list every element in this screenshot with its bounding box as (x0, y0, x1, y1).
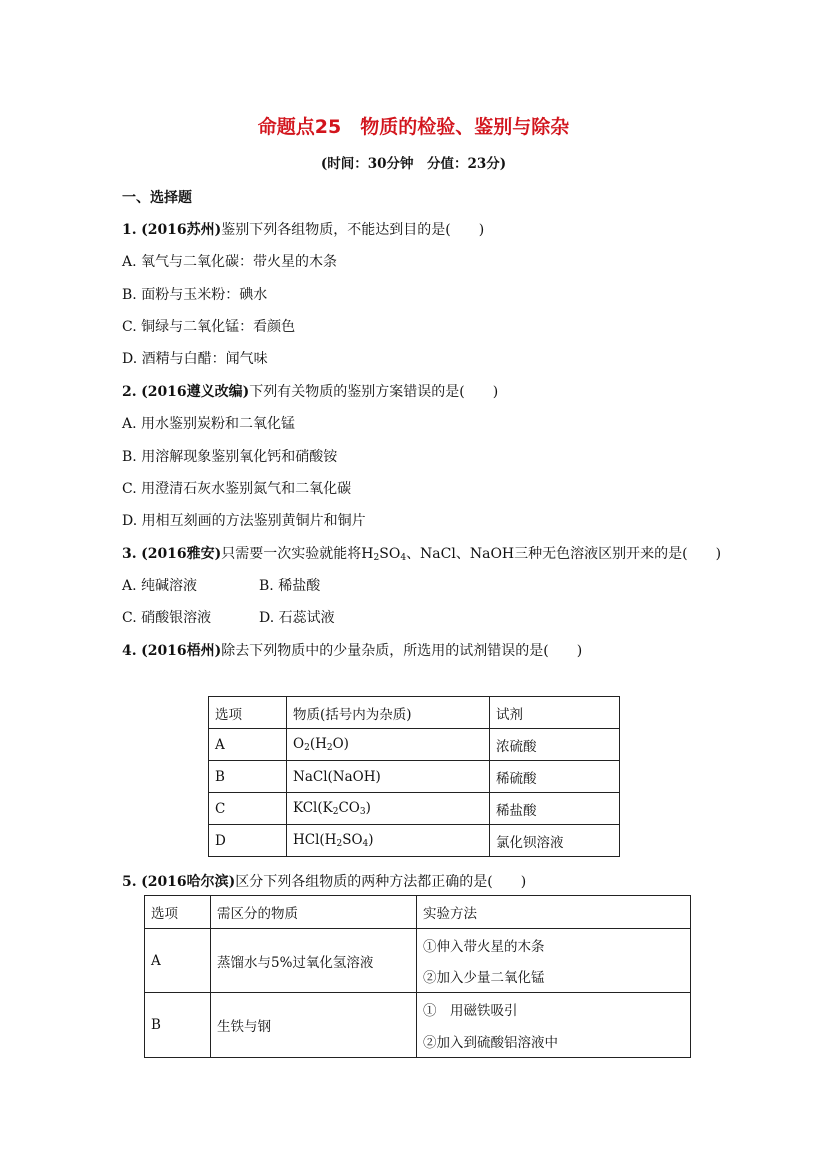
table-header: 试剂 (490, 697, 620, 729)
formula-text: CO (338, 800, 360, 816)
table-row (209, 825, 620, 857)
option-b: B. 稀盐酸 (259, 578, 321, 594)
option-d: D. 酒精与白醋：闻气味 (122, 351, 268, 367)
option-a: A. 用水鉴别炭粉和二氧化锰 (122, 416, 296, 432)
table-header-row (209, 697, 620, 729)
option-c: C. 硝酸银溶液 (122, 610, 212, 626)
option-cell: B (145, 993, 211, 1058)
table-header-row (145, 896, 691, 929)
formula-text: ) (365, 800, 371, 816)
question-text: 鉴别下列各组物质，不能达到目的是( ) (221, 222, 485, 238)
question-text: 下列有关物质的鉴别方案错误的是( ) (249, 384, 499, 400)
table-row (145, 929, 691, 961)
question-source: (2016哈尔滨) (141, 874, 236, 890)
formula-text: O (293, 736, 305, 752)
question-source: (2016雅安) (141, 546, 222, 562)
option-cell: C (209, 793, 287, 825)
table-header: 物质(括号内为杂质) (287, 697, 490, 729)
option-cell: A (209, 729, 287, 761)
question-text: 、NaCl、NaOH三种无色溶液区别开来的是( ) (406, 546, 722, 562)
option-cell: D (209, 825, 287, 857)
option-c: C. 用澄清石灰水鉴别氮气和二氧化碳 (122, 481, 352, 497)
question-source: (2016遵义改编) (141, 384, 250, 400)
substance-cell (287, 729, 490, 761)
question-number: 4. (122, 643, 137, 659)
question-source: (2016梧州) (141, 643, 222, 659)
reagent-cell: 氯化钡溶液 (490, 825, 620, 857)
table-header: 选项 (145, 896, 211, 929)
formula-text: (H (309, 736, 327, 752)
substance-cell (287, 793, 490, 825)
section-heading: 一、选择题 (122, 190, 192, 206)
subscript: 4 (362, 839, 369, 849)
option-d: D. 石蕊试液 (259, 610, 335, 626)
formula-text: SO (342, 832, 363, 848)
reagent-cell: 稀硫酸 (490, 761, 620, 793)
q5-table (144, 895, 691, 1058)
question-text: SO (379, 546, 401, 562)
option-a: A. 纯碱溶液 (122, 578, 198, 594)
question-text: 只需要一次实验就能将H (221, 546, 374, 562)
table-row (209, 761, 620, 793)
option-b: B. 面粉与玉米粉：碘水 (122, 287, 268, 303)
table-header: 选项 (209, 697, 287, 729)
option-cell: A (145, 929, 211, 993)
question-number: 3. (122, 546, 137, 562)
option-row-ab (122, 575, 320, 595)
reagent-cell: 稀盐酸 (490, 793, 620, 825)
reagent-cell: 浓硫酸 (490, 729, 620, 761)
table-header: 需区分的物质 (211, 896, 417, 929)
formula-text: KCl(K (293, 800, 333, 816)
option-c: C. 铜绿与二氧化锰：看颜色 (122, 319, 296, 335)
page-title: 命题点25 物质的检验、鉴别与除杂 (257, 116, 570, 138)
page-subtitle: (时间：30分钟 分值：23分) (320, 156, 507, 172)
subscript: 2 (336, 839, 343, 849)
question-number: 2. (122, 384, 137, 400)
table-header: 实验方法 (417, 896, 691, 929)
substance-cell: 蒸馏水与5%过氧化氢溶液 (211, 929, 417, 993)
question-1 (122, 219, 484, 239)
question-number: 5. (122, 874, 137, 890)
method-cell: ① 用磁铁吸引 (417, 993, 691, 1025)
question-source: (2016苏州) (141, 222, 222, 238)
option-b: B. 用溶解现象鉴别氧化钙和硝酸铵 (122, 449, 338, 465)
subscript: 4 (400, 553, 407, 563)
question-5 (122, 871, 526, 891)
substance-cell: NaCl(NaOH) (287, 761, 490, 793)
question-3 (122, 543, 721, 563)
option-row-cd (122, 607, 335, 627)
option-a: A. 氧气与二氧化碳：带火星的木条 (122, 254, 338, 270)
formula-text: O) (332, 736, 349, 752)
table-row (145, 993, 691, 1025)
table-row (209, 729, 620, 761)
question-4 (122, 640, 582, 660)
table-row (209, 793, 620, 825)
formula-text: HCl(H (293, 832, 337, 848)
subscript: 2 (304, 743, 310, 753)
subscript: 2 (326, 743, 333, 753)
question-text: 除去下列物质中的少量杂质，所选用的试剂错误的是( ) (221, 643, 583, 659)
question-2 (122, 381, 498, 401)
method-cell: ②加入少量二氧化锰 (417, 961, 691, 993)
subscript: 3 (359, 807, 366, 817)
subscript: 2 (332, 807, 339, 817)
formula-text: ) (368, 832, 374, 848)
substance-cell: 生铁与钢 (211, 993, 417, 1058)
subscript: 2 (373, 553, 380, 563)
q4-table (208, 696, 620, 857)
option-cell: B (209, 761, 287, 793)
question-text: 区分下列各组物质的两种方法都正确的是( ) (235, 874, 527, 890)
substance-cell (287, 825, 490, 857)
question-number: 1. (122, 222, 137, 238)
method-cell: ②加入到硫酸铝溶液中 (417, 1025, 691, 1058)
option-d: D. 用相互刻画的方法鉴别黄铜片和铜片 (122, 513, 366, 529)
method-cell: ①伸入带火星的木条 (417, 929, 691, 961)
